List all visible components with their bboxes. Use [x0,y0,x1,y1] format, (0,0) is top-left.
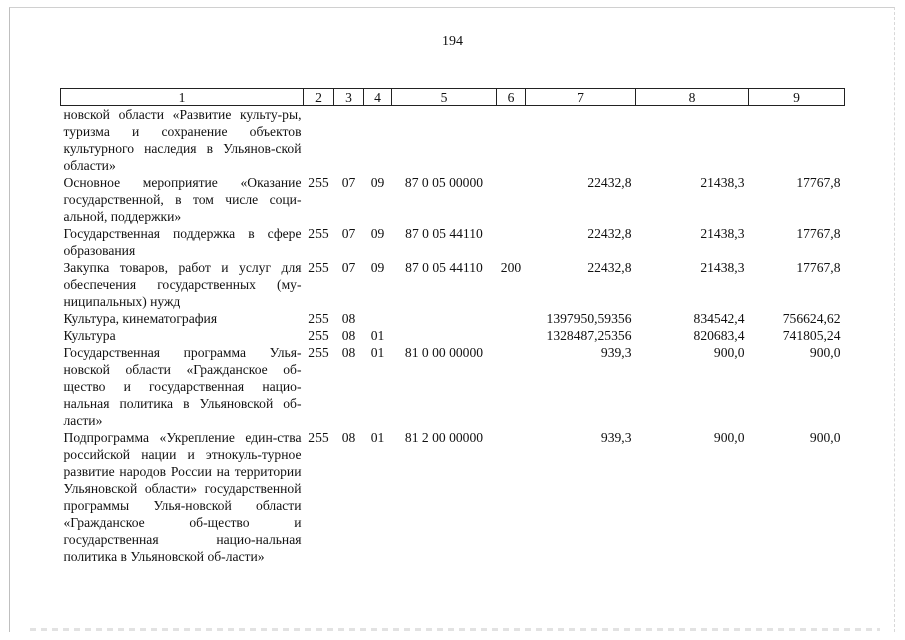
cell-expense-type [497,429,526,565]
cell-amount-1: 22432,8 [587,226,632,241]
cell-amount-3: 900,0 [809,345,841,360]
row-name: Культура [63,328,116,343]
cell-amount-2 [636,106,749,175]
table-row [61,259,845,310]
cell-expense-type [497,327,526,344]
header-row [61,89,845,106]
cell-target-article [392,106,497,175]
row-name: новской области «Развитие культу-ры, туризма и сохранение объектов культурного наследия в Ульянов-ской области» [63,107,302,173]
cell-subsection [364,106,392,175]
cell-admin: 255 [308,175,329,190]
header-col-2: 2 [304,89,334,106]
cell-expense-type [497,174,526,225]
cell-amount-2: 21438,3 [700,226,745,241]
table-row [61,327,845,344]
cell-target-article: 87 0 05 00000 [404,175,484,190]
page-number: 194 [442,34,463,49]
cell-amount-2: 834542,4 [693,311,745,326]
row-name: Основное мероприятие «Оказание государственной, в том числе соци-альной, поддержки» [63,175,302,224]
table-row [61,225,845,259]
cell-subsection: 09 [370,226,385,241]
cell-expense-type [497,310,526,327]
cell-section: 08 [341,328,356,343]
cell-subsection: 09 [370,260,385,275]
cell-amount-3: 756624,62 [782,311,841,326]
cell-subsection: 01 [370,345,385,360]
cell-amount-1: 939,3 [600,430,632,445]
cell-section [334,106,364,175]
cell-subsection: 01 [370,430,385,445]
cell-section: 07 [341,175,356,190]
cell-section: 08 [341,430,356,445]
table-body [61,106,845,566]
cell-amount-3: 17767,8 [796,260,841,275]
cell-expense-type [497,344,526,429]
table-row [61,174,845,225]
cell-admin: 255 [308,226,329,241]
header-col-5: 5 [392,89,497,106]
cell-target-article: 87 0 05 44110 [405,226,483,241]
row-name: Культура, кинематография [63,311,218,326]
header-col-4: 4 [364,89,392,106]
header-col-6: 6 [497,89,526,106]
cell-admin [304,106,334,175]
cell-subsection: 09 [370,175,385,190]
row-name: Государственная поддержка в сфере образования [63,226,302,258]
cell-section: 08 [341,345,356,360]
table-row [61,344,845,429]
row-name: Подпрограмма «Укрепление един-ства российской нации и этнокуль-турное развитие народов России на территории Ульяновской области» государственной программы Улья-новской области «Гражданское об-щество и государственная нацио-нальная политика в Ульяновской об-ласти» [63,430,302,564]
cell-amount-1: 22432,8 [587,260,632,275]
cell-target-article: 87 0 05 44110 [405,260,483,275]
cell-admin: 255 [308,260,329,275]
cell-amount-2: 21438,3 [700,175,745,190]
cell-amount-3: 741805,24 [782,328,841,343]
cell-admin: 255 [308,328,329,343]
cell-section: 08 [341,311,356,326]
cell-expense-type [497,106,526,175]
cell-target-article: 81 0 00 00000 [404,345,484,360]
row-name: Государственная программа Улья-новской области «Гражданское об-щество и государственная нацио-нальная политика в Ульяновской об-ласти» [63,345,302,428]
cell-amount-1: 939,3 [600,345,632,360]
cell-amount-2: 900,0 [713,430,745,445]
cell-expense-type: 200 [500,260,522,275]
cell-target-article [392,327,497,344]
table-row [61,310,845,327]
cell-target-article [392,310,497,327]
table-row [61,429,845,565]
header-col-3: 3 [334,89,364,106]
budget-table [60,88,845,565]
cell-expense-type [497,225,526,259]
table-row [61,106,845,175]
cell-admin: 255 [308,430,329,445]
cell-amount-3: 17767,8 [796,226,841,241]
cell-section: 07 [341,226,356,241]
cell-amount-1 [526,106,636,175]
cell-amount-1: 22432,8 [587,175,632,190]
cell-amount-1: 1397950,59356 [546,311,632,326]
cell-amount-1: 1328487,25356 [546,328,632,343]
cell-admin: 255 [308,345,329,360]
header-col-1: 1 [61,89,304,106]
cell-target-article: 81 2 00 00000 [404,430,484,445]
cell-amount-2: 820683,4 [693,328,745,343]
cell-amount-2: 900,0 [713,345,745,360]
header-col-8: 8 [636,89,749,106]
cell-admin: 255 [308,311,329,326]
header-col-7: 7 [526,89,636,106]
table-header [61,89,845,106]
row-name: Закупка товаров, работ и услуг для обеспечения государственных (му-ниципальных) нужд [63,260,302,309]
scan-edge-artifact [30,628,880,631]
cell-amount-3: 17767,8 [796,175,841,190]
cell-subsection [364,310,392,327]
cell-amount-3: 900,0 [809,430,841,445]
header-col-9: 9 [749,89,845,106]
cell-section: 07 [341,260,356,275]
cell-subsection: 01 [370,328,385,343]
cell-amount-3 [749,106,845,175]
cell-amount-2: 21438,3 [700,260,745,275]
